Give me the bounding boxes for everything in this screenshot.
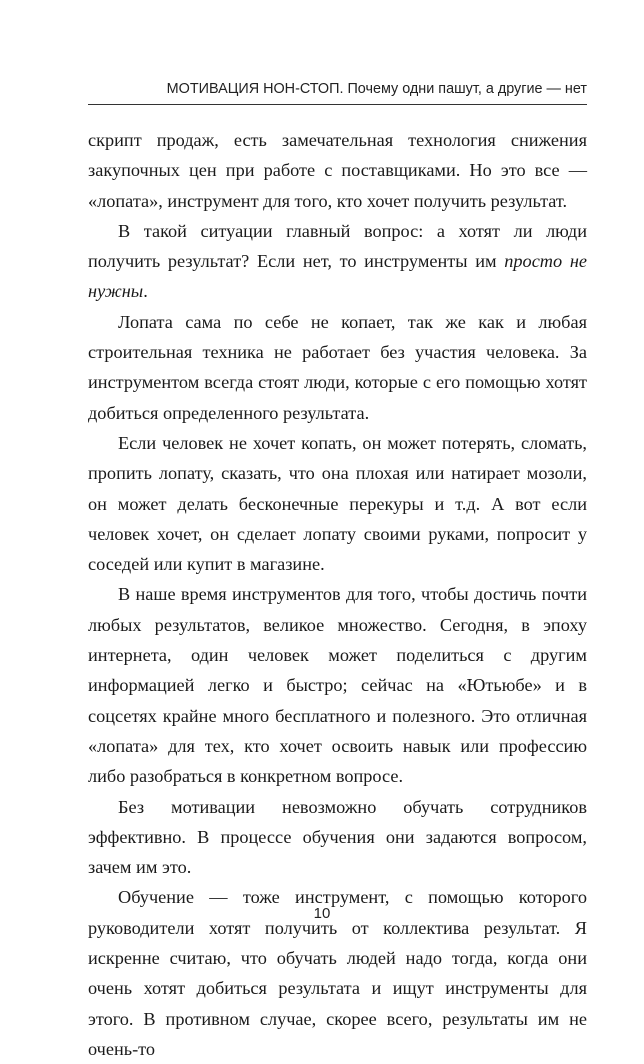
paragraph [88, 125, 587, 216]
paragraph-text: Лопата сама по себе не копает, так же как и любая строительная техника не работает без участия человека. За инструментом всегда стоят люди, которые с его помощью хотят добиться определенного результата. [88, 311, 587, 423]
paragraph [88, 792, 587, 883]
paragraph [88, 579, 587, 791]
page-number: 10 [313, 905, 331, 922]
body-text [88, 125, 587, 1064]
paragraph [88, 216, 587, 307]
paragraph-text: В наше время инструментов для того, чтобы достичь почти любых результатов, великое множество. Сегодня, в эпоху интернета, один человек может поделиться с другим информацией легко и быстро; сейчас на «Ютьюбе» и в соцсетях крайне много бесплатного и полезного. Это отличная «лопата» для тех, кто хочет освоить навык или профессию либо разобраться в конкретном вопросе. [88, 584, 587, 787]
paragraph-text: скрипт продаж, есть замечательная технология снижения закупочных цен при работе с поставщиками. Но это все — «лопата», инструмент для того, кто хочет получить результат. [88, 130, 587, 211]
paragraph-text: . [143, 281, 148, 302]
header-rule [88, 104, 587, 105]
italic-text: просто не нужны [88, 251, 587, 302]
paragraph-text: Обучение — тоже инструмент, с помощью которого руководители хотят получить от коллектива результат. Я искренне считаю, что обучать людей надо тогда, когда они очень хотят добиться результата и ищут инструменты для этого. В противном случае, скорее всего, результаты им не очень-то [88, 887, 587, 1059]
paragraph-text: Без мотивации невозможно обучать сотрудников эффективно. В процессе обучения они задаются вопросом, зачем им это. [88, 796, 587, 878]
paragraph [88, 307, 587, 428]
running-header: МОТИВАЦИЯ НОН-СТОП. Почему одни пашут, а другие — нет [166, 81, 587, 97]
paragraph-text: Если человек не хочет копать, он может потерять, сломать, пропить лопату, сказать, что она плохая или натирает мозоли, он может делать бесконечные перекуры и т.д. А вот если человек хочет, он сделает лопату своими руками, попросит у соседей или купит в магазине. [88, 432, 587, 575]
paragraph [88, 428, 587, 579]
paragraph-text: В такой ситуации главный вопрос: а хотят ли люди получить результат? Если нет, то инструменты им [88, 220, 587, 272]
